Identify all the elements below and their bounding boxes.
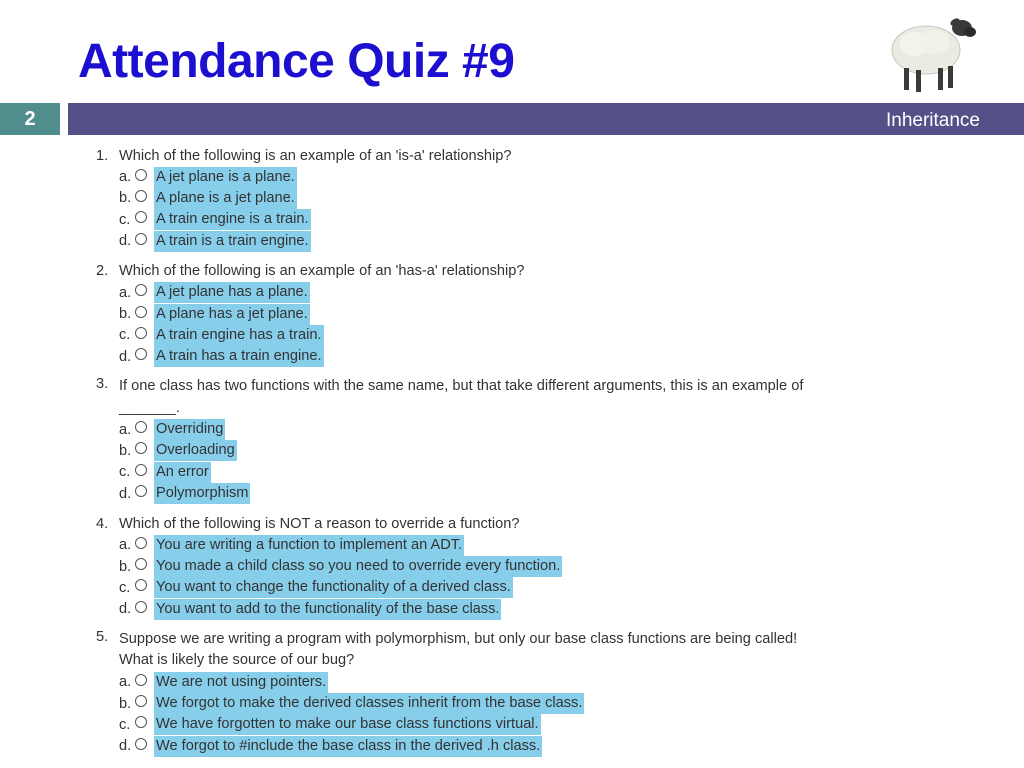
- radio-button[interactable]: [135, 738, 147, 750]
- radio-button[interactable]: [135, 464, 147, 476]
- radio-button[interactable]: [135, 190, 147, 202]
- option-text: A train engine is a train.: [154, 209, 311, 230]
- radio-button[interactable]: [135, 233, 147, 245]
- answer-option[interactable]: [96, 714, 836, 735]
- option-text: We are not using pointers.: [154, 672, 328, 693]
- radio-button[interactable]: [135, 579, 147, 591]
- radio-button[interactable]: [135, 695, 147, 707]
- sheep-icon: [884, 8, 980, 96]
- question-text-line: _______.: [119, 399, 180, 416]
- option-letter: d.: [119, 485, 132, 502]
- option-text: Overriding: [154, 419, 225, 440]
- option-letter: c.: [119, 464, 131, 481]
- option-letter: c.: [119, 327, 131, 344]
- option-text: You want to change the functionality of a derived class.: [154, 577, 513, 598]
- option-text: You want to add to the functionality of the base class.: [154, 599, 501, 620]
- option-text: Overloading: [154, 440, 237, 461]
- option-letter: d.: [119, 601, 132, 618]
- answer-option[interactable]: [96, 282, 836, 303]
- quiz-question: [96, 145, 836, 252]
- quiz-list: [96, 145, 836, 766]
- radio-button[interactable]: [135, 558, 147, 570]
- question-number: 4.: [96, 515, 109, 532]
- answer-option[interactable]: [96, 736, 836, 757]
- radio-button[interactable]: [135, 348, 147, 360]
- radio-button[interactable]: [135, 169, 147, 181]
- radio-button[interactable]: [135, 421, 147, 433]
- option-letter: b.: [119, 442, 132, 459]
- question-number: 1.: [96, 147, 109, 164]
- answer-option[interactable]: [96, 671, 836, 692]
- option-text: An error: [154, 462, 211, 483]
- option-letter: a.: [119, 674, 132, 691]
- option-letter: c.: [119, 211, 131, 228]
- option-letter: b.: [119, 306, 132, 323]
- question-number: 2.: [96, 263, 109, 280]
- question-text-line: Suppose we are writing a program with polymorphism, but only our base class functions are being called!: [119, 630, 798, 647]
- option-letter: a.: [119, 537, 132, 554]
- option-text: Polymorphism: [154, 483, 250, 504]
- option-text: A plane has a jet plane.: [154, 304, 310, 325]
- radio-button[interactable]: [135, 485, 147, 497]
- option-text: A jet plane has a plane.: [154, 282, 310, 303]
- question-text: [119, 376, 836, 419]
- option-letter: d.: [119, 348, 132, 365]
- option-letter: b.: [119, 190, 132, 207]
- answer-option[interactable]: [96, 483, 836, 504]
- option-text: You made a child class so you need to override every function.: [154, 556, 562, 577]
- option-text: We forgot to #include the base class in the derived .h class.: [154, 736, 542, 757]
- question-text-line: If one class has two functions with the same name, but that take different arguments, this is an example of: [119, 378, 804, 395]
- answer-option[interactable]: [96, 599, 836, 620]
- answer-option[interactable]: [96, 346, 836, 367]
- question-text-line: What is likely the source of our bug?: [119, 652, 355, 669]
- radio-button[interactable]: [135, 601, 147, 613]
- option-letter: b.: [119, 558, 132, 575]
- option-letter: b.: [119, 695, 132, 712]
- option-text: A train engine has a train.: [154, 325, 324, 346]
- answer-option[interactable]: [96, 577, 836, 598]
- radio-button[interactable]: [135, 284, 147, 296]
- question-number: 5.: [96, 628, 109, 645]
- section-title: Inheritance: [885, 110, 980, 131]
- page-title: Attendance Quiz #9: [78, 35, 515, 88]
- quiz-question: [96, 629, 836, 757]
- option-letter: a.: [119, 421, 132, 438]
- section-banner: [68, 103, 1024, 135]
- quiz-question: [96, 376, 836, 504]
- option-text: You are writing a function to implement an ADT.: [154, 535, 464, 556]
- answer-option[interactable]: [96, 440, 836, 461]
- question-text: Which of the following is NOT a reason to override a function?: [119, 515, 520, 532]
- answer-option[interactable]: [96, 166, 836, 187]
- option-text: A train is a train engine.: [154, 231, 311, 252]
- option-letter: d.: [119, 233, 132, 250]
- answer-option[interactable]: [96, 419, 836, 440]
- answer-option[interactable]: [96, 693, 836, 714]
- answer-option[interactable]: [96, 462, 836, 483]
- slide-number: 2: [0, 103, 60, 135]
- radio-button[interactable]: [135, 674, 147, 686]
- option-letter: d.: [119, 738, 132, 755]
- question-text: Which of the following is an example of an 'is-a' relationship?: [119, 147, 512, 164]
- radio-button[interactable]: [135, 306, 147, 318]
- radio-button[interactable]: [135, 211, 147, 223]
- radio-button[interactable]: [135, 537, 147, 549]
- option-text: A train has a train engine.: [154, 346, 324, 367]
- answer-option[interactable]: [96, 303, 836, 324]
- radio-button[interactable]: [135, 716, 147, 728]
- quiz-question: [96, 513, 836, 620]
- option-text: We forgot to make the derived classes inherit from the base class.: [154, 693, 584, 714]
- answer-option[interactable]: [96, 209, 836, 230]
- answer-option[interactable]: [96, 534, 836, 555]
- option-letter: a.: [119, 284, 132, 301]
- answer-option[interactable]: [96, 556, 836, 577]
- question-number: 3.: [96, 376, 109, 393]
- option-text: We have forgotten to make our base class functions virtual.: [154, 714, 541, 735]
- radio-button[interactable]: [135, 327, 147, 339]
- option-letter: c.: [119, 579, 131, 596]
- option-letter: c.: [119, 716, 131, 733]
- answer-option[interactable]: [96, 188, 836, 209]
- option-text: A jet plane is a plane.: [154, 167, 297, 188]
- answer-option[interactable]: [96, 231, 836, 252]
- answer-option[interactable]: [96, 325, 836, 346]
- option-letter: a.: [119, 169, 132, 186]
- radio-button[interactable]: [135, 442, 147, 454]
- question-text: [119, 629, 836, 672]
- option-text: A plane is a jet plane.: [154, 188, 297, 209]
- quiz-question: [96, 261, 836, 368]
- question-text: Which of the following is an example of an 'has-a' relationship?: [119, 263, 525, 280]
